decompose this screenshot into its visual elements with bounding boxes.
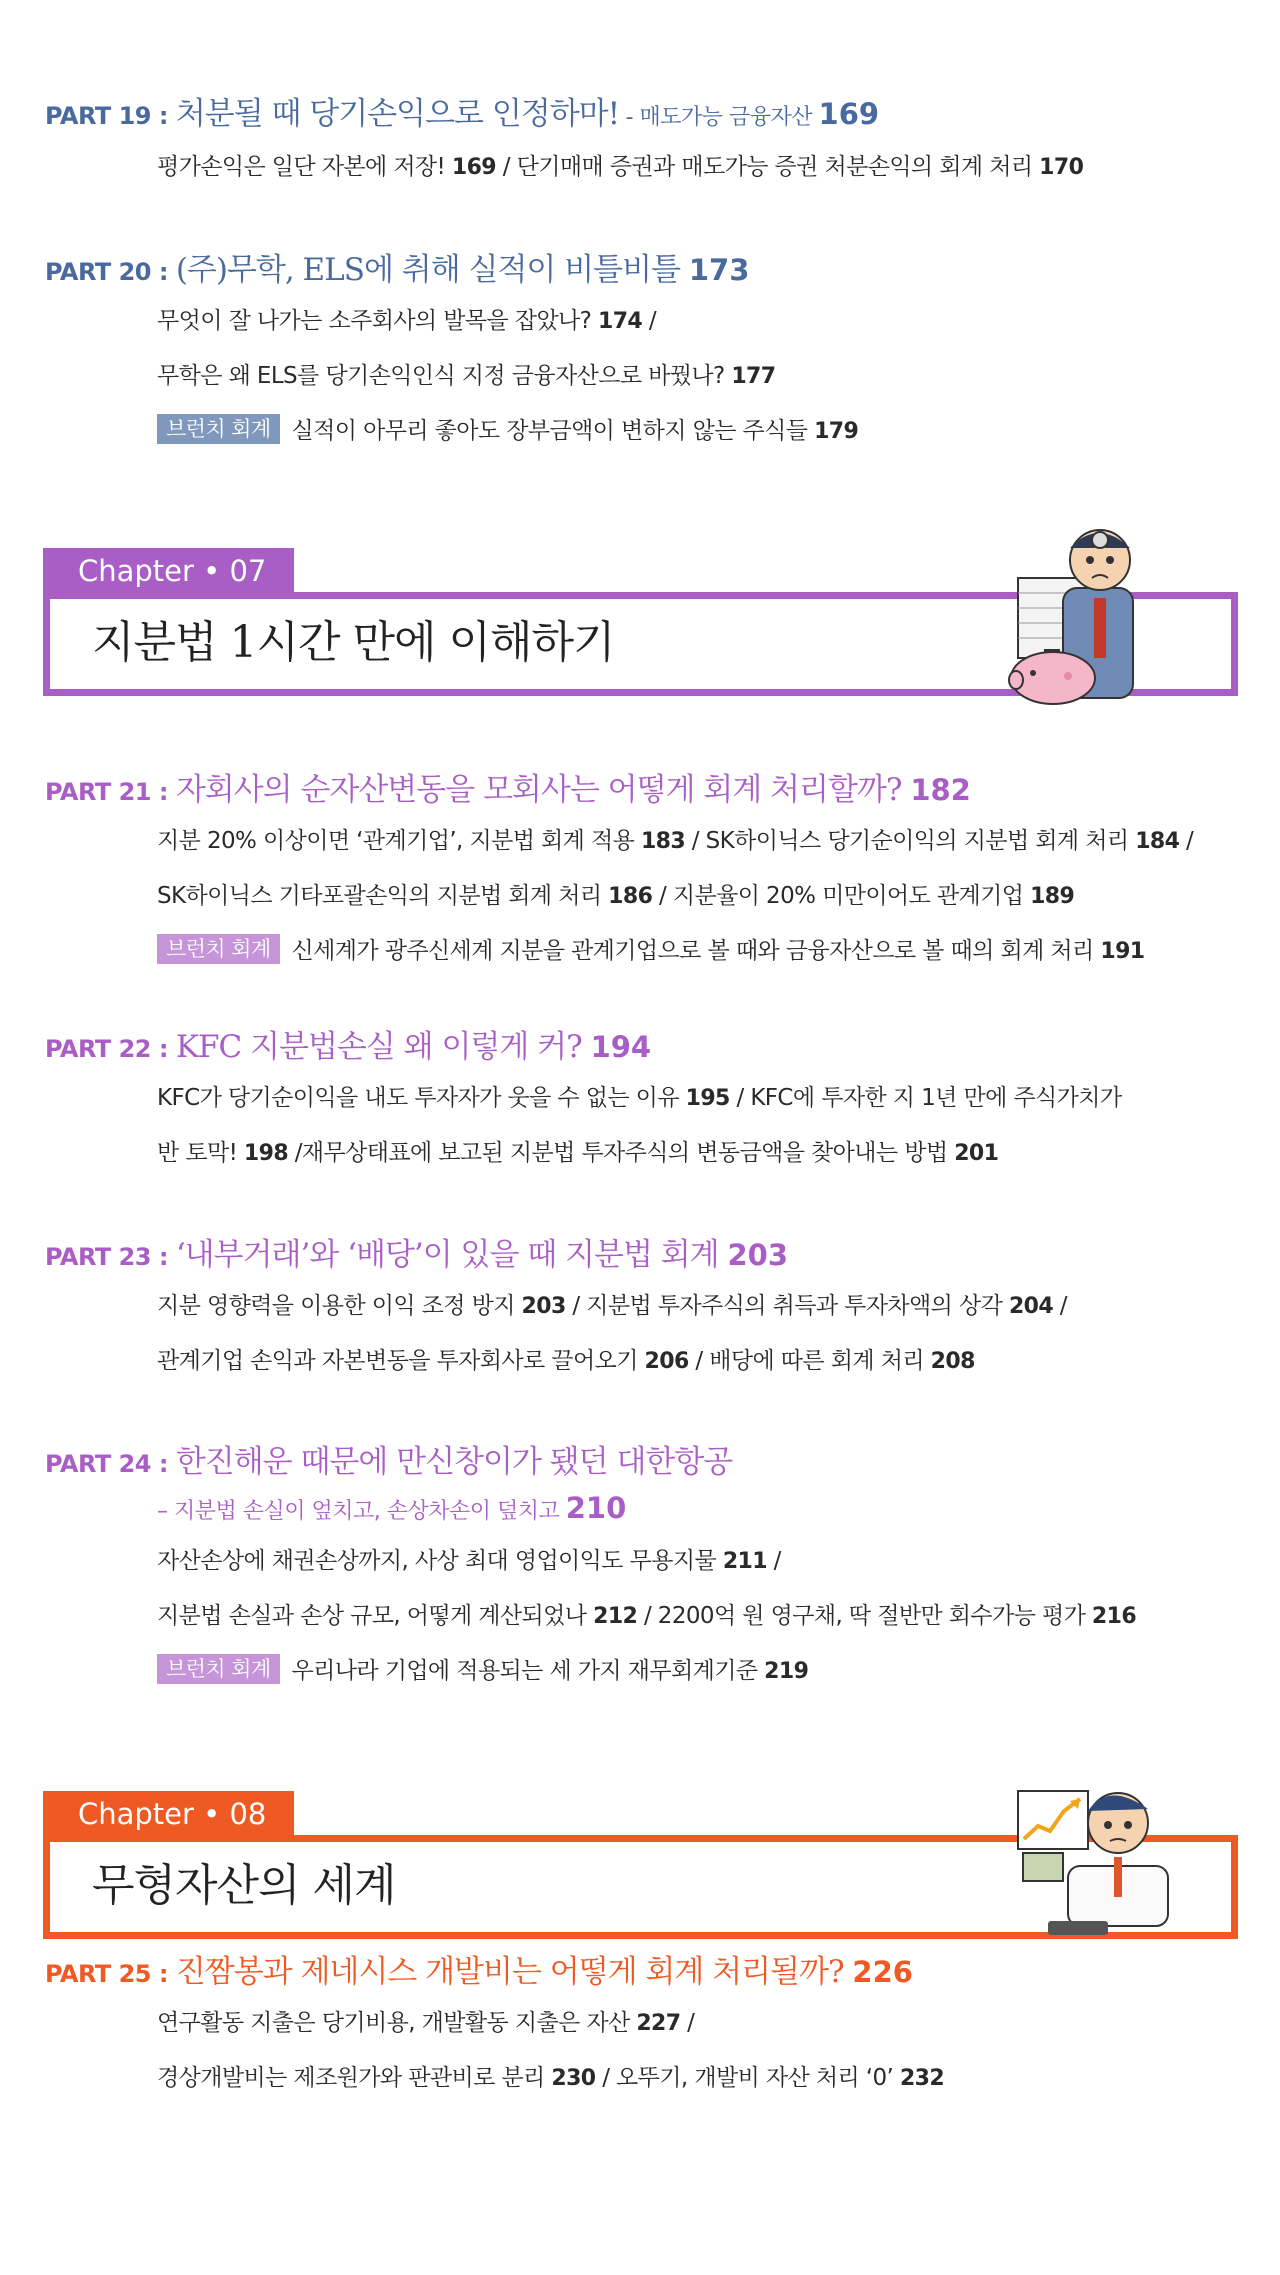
brunch-text <box>292 418 859 444</box>
toc-entry-line <box>45 1534 1250 1589</box>
entry-text: / 단기매매 증권과 매도가능 증권 처분손익의 회계 처리 <box>496 154 1040 180</box>
chapter-07-banner <box>43 548 1238 708</box>
part-19 <box>45 92 1250 195</box>
page-ref: 195 <box>685 1086 730 1111</box>
page-ref: 174 <box>598 309 643 334</box>
brunch-badge: 브런치 회계 <box>157 414 280 444</box>
part-25 <box>45 1950 1250 2106</box>
toc-entry-line <box>45 294 1250 349</box>
entry-text: / 지분법 투자주식의 취득과 투자차액의 상각 <box>565 1293 1009 1319</box>
part-24 <box>45 1440 1250 1699</box>
page-number: 182 <box>910 773 971 807</box>
page-number: 169 <box>818 97 880 131</box>
entry-text: /재무상태표에 보고된 지분법 투자주식의 변동금액을 찾아내는 방법 <box>288 1140 955 1166</box>
part-number: PART 23 <box>45 1243 151 1271</box>
page-ref: 211 <box>722 1549 767 1574</box>
page-ref: 169 <box>451 155 497 180</box>
toc-entry-line <box>45 1589 1250 1644</box>
part-20 <box>45 248 1250 459</box>
part-24-subtitle-line <box>45 1486 1250 1534</box>
page-ref: 203 <box>521 1294 566 1319</box>
entry-text: 연구활동 지출은 당기비용, 개발활동 지출은 자산 <box>157 2010 637 2036</box>
chapter-tab: Chapter • 08 <box>43 1791 294 1837</box>
part-title: 한진해운 때문에 만신창이가 됐던 대한항공 <box>175 1444 733 1480</box>
entry-text: 자산손상에 채권손상까지, 사상 최대 영업이익도 무용지물 <box>157 1548 723 1574</box>
page-ref: 177 <box>731 364 776 389</box>
entry-text: 관계기업 손익과 자본변동을 투자회사로 끌어오기 <box>157 1348 645 1374</box>
page-ref: 198 <box>243 1141 289 1166</box>
page-number: 173 <box>688 253 750 287</box>
part-23-heading: PART 23 : ‘내부거래’와 ‘배당’이 있을 때 지분법 회계 203 <box>45 1237 789 1273</box>
part-title: (주)무학, ELS에 취해 실적이 비틀비틀 <box>175 252 689 288</box>
page-ref: 189 <box>1030 884 1075 909</box>
part-19-lines <box>45 140 1250 195</box>
entry-text: / <box>766 1548 781 1574</box>
part-title: 진짬봉과 제네시스 개발비는 어떻게 회계 처리될까? <box>175 1954 853 1990</box>
chapter-title: 무형자산의 세계 <box>92 1860 396 1911</box>
toc-entry-line <box>45 1071 1250 1126</box>
part-subtitle: – 지분법 손실이 엎치고, 손상차손이 덮치고 <box>157 1499 566 1524</box>
page-ref: 179 <box>814 419 859 444</box>
part-22-lines <box>45 1071 1250 1181</box>
page-ref: 186 <box>608 884 653 909</box>
entry-text: 신세계가 광주신세계 지분을 관계기업으로 볼 때와 금융자산으로 볼 때의 회계 처리 <box>291 938 1101 964</box>
page-ref: 212 <box>593 1604 638 1629</box>
page-ref: 201 <box>954 1141 999 1166</box>
page-ref: 227 <box>636 2011 681 2036</box>
page-ref: 206 <box>644 1349 689 1374</box>
part-22 <box>45 1025 1250 1181</box>
entry-text: 반 토막! <box>157 1140 244 1166</box>
entry-text: / 배당에 따른 회계 처리 <box>688 1348 931 1374</box>
entry-text: 우리나라 기업에 적용되는 세 가지 재무회계기준 <box>291 1658 765 1684</box>
entry-text: / <box>1179 828 1194 854</box>
part-title: 처분될 때 당기손익으로 인정하마! <box>175 96 620 132</box>
entry-text: / 지분율이 20% 미만이어도 관계기업 <box>652 883 1031 909</box>
part-number: PART 25 <box>45 1960 151 1988</box>
part-23 <box>45 1233 1250 1389</box>
entry-text: 지분 20% 이상이면 ‘관계기업’, 지분법 회계 적용 <box>157 828 641 854</box>
toc-entry-line <box>45 140 1250 195</box>
entry-text: 지분 영향력을 이용한 이익 조정 방지 <box>157 1293 522 1319</box>
part-25-heading: PART 25 : 진짬봉과 제네시스 개발비는 어떻게 회계 처리될까? 226 <box>45 1954 913 1990</box>
chapter-08-banner <box>43 1791 1238 1951</box>
page-ref: 232 <box>899 2066 945 2091</box>
toc-entry-line <box>45 1279 1250 1334</box>
accountant-illustration <box>1008 518 1168 708</box>
page-ref: 204 <box>1008 1294 1054 1319</box>
entry-text: / <box>680 2010 695 2036</box>
page-number: 194 <box>590 1030 652 1064</box>
part-subtitle: - 매도가능 금융자산 <box>619 105 819 130</box>
entry-text: 실적이 아무리 좋아도 장부금액이 변하지 않는 주식들 <box>291 418 815 444</box>
part-number: PART 24 <box>45 1450 151 1478</box>
part-25-lines <box>45 1996 1250 2106</box>
chapter-tab: Chapter • 07 <box>43 548 294 594</box>
toc-entry-line <box>45 2051 1250 2106</box>
part-20-lines <box>45 294 1250 404</box>
brunch-line <box>45 404 1250 459</box>
entry-text: 경상개발비는 제조원가와 판관비로 분리 <box>157 2065 552 2091</box>
part-21-lines <box>45 814 1250 924</box>
toc-entry-line <box>45 869 1250 924</box>
entry-text: 무학은 왜 ELS를 당기손익인식 지정 금융자산으로 바꿨나? <box>157 363 732 389</box>
part-22-heading: PART 22 : KFC 지분법손실 왜 이렇게 커? 194 <box>45 1029 652 1065</box>
page-ref: 208 <box>930 1349 975 1374</box>
page-ref: 216 <box>1091 1604 1137 1629</box>
page-ref: 184 <box>1135 829 1180 854</box>
part-21-heading: PART 21 : 자회사의 순자산변동을 모회사는 어떻게 회계 처리할까? 182 <box>45 772 971 808</box>
page-ref: 170 <box>1039 155 1084 180</box>
page-number: 226 <box>852 1955 913 1989</box>
entry-text: KFC가 당기순이익을 내도 투자자가 웃을 수 없는 이유 <box>157 1085 686 1111</box>
part-24-lines <box>45 1534 1250 1644</box>
part-title: ‘내부거래’와 ‘배당’이 있을 때 지분법 회계 <box>175 1237 728 1273</box>
part-21 <box>45 768 1250 979</box>
entry-text: / 2200억 원 영구채, 딱 절반만 회수가능 평가 <box>637 1603 1092 1629</box>
part-23-lines <box>45 1279 1250 1389</box>
toc-entry-line <box>45 349 1250 404</box>
entry-text: / SK하이닉스 당기순이익의 지분법 회계 처리 <box>685 828 1136 854</box>
page-ref: 230 <box>551 2066 596 2091</box>
entry-text: / KFC에 투자한 지 1년 만에 주식가치가 <box>729 1085 1122 1111</box>
chapter-title: 지분법 1시간 만에 이해하기 <box>92 617 615 668</box>
entry-text: 평가손익은 일단 자본에 저장! <box>157 154 452 180</box>
part-19-heading: PART 19 : 처분될 때 당기손익으로 인정하마! - 매도가능 금융자산 169 <box>45 96 880 132</box>
toc-entry-line <box>45 814 1250 869</box>
brunch-line <box>45 1644 1250 1699</box>
toc-entry-line <box>45 1126 1250 1181</box>
entry-text: / <box>1053 1293 1067 1319</box>
part-number: PART 22 <box>45 1035 151 1063</box>
page-number: 210 <box>565 1491 627 1525</box>
page-ref: 183 <box>640 829 686 854</box>
part-title: KFC 지분법손실 왜 이렇게 커? <box>175 1029 591 1065</box>
page-number: 203 <box>727 1238 789 1272</box>
brunch-text <box>292 938 1145 964</box>
entry-text: SK하이닉스 기타포괄손익의 지분법 회계 처리 <box>157 883 609 909</box>
part-number: PART 20 <box>45 258 151 286</box>
part-title: 자회사의 순자산변동을 모회사는 어떻게 회계 처리할까? <box>175 772 911 808</box>
analyst-illustration <box>1008 1771 1178 1946</box>
brunch-badge: 브런치 회계 <box>157 934 280 964</box>
brunch-line <box>45 924 1250 979</box>
entry-text: / 오뚜기, 개발비 자산 처리 ‘0’ <box>595 2065 900 2091</box>
entry-text: 무엇이 잘 나가는 소주회사의 발목을 잡았나? <box>157 308 598 334</box>
part-24-heading: PART 24 : 한진해운 때문에 만신창이가 됐던 대한항공 <box>45 1444 733 1480</box>
part-number: PART 19 <box>45 102 151 130</box>
entry-text: / <box>642 308 656 334</box>
part-20-heading: PART 20 : (주)무학, ELS에 취해 실적이 비틀비틀 173 <box>45 252 750 288</box>
toc-entry-line <box>45 1996 1250 2051</box>
toc-entry-line <box>45 1334 1250 1389</box>
page-ref: 219 <box>764 1659 809 1684</box>
brunch-badge: 브런치 회계 <box>157 1654 280 1684</box>
part-number: PART 21 <box>45 778 151 806</box>
brunch-text <box>292 1658 809 1684</box>
entry-text: 지분법 손실과 손상 규모, 어떻게 계산되었나 <box>157 1603 594 1629</box>
page-ref: 191 <box>1100 939 1145 964</box>
